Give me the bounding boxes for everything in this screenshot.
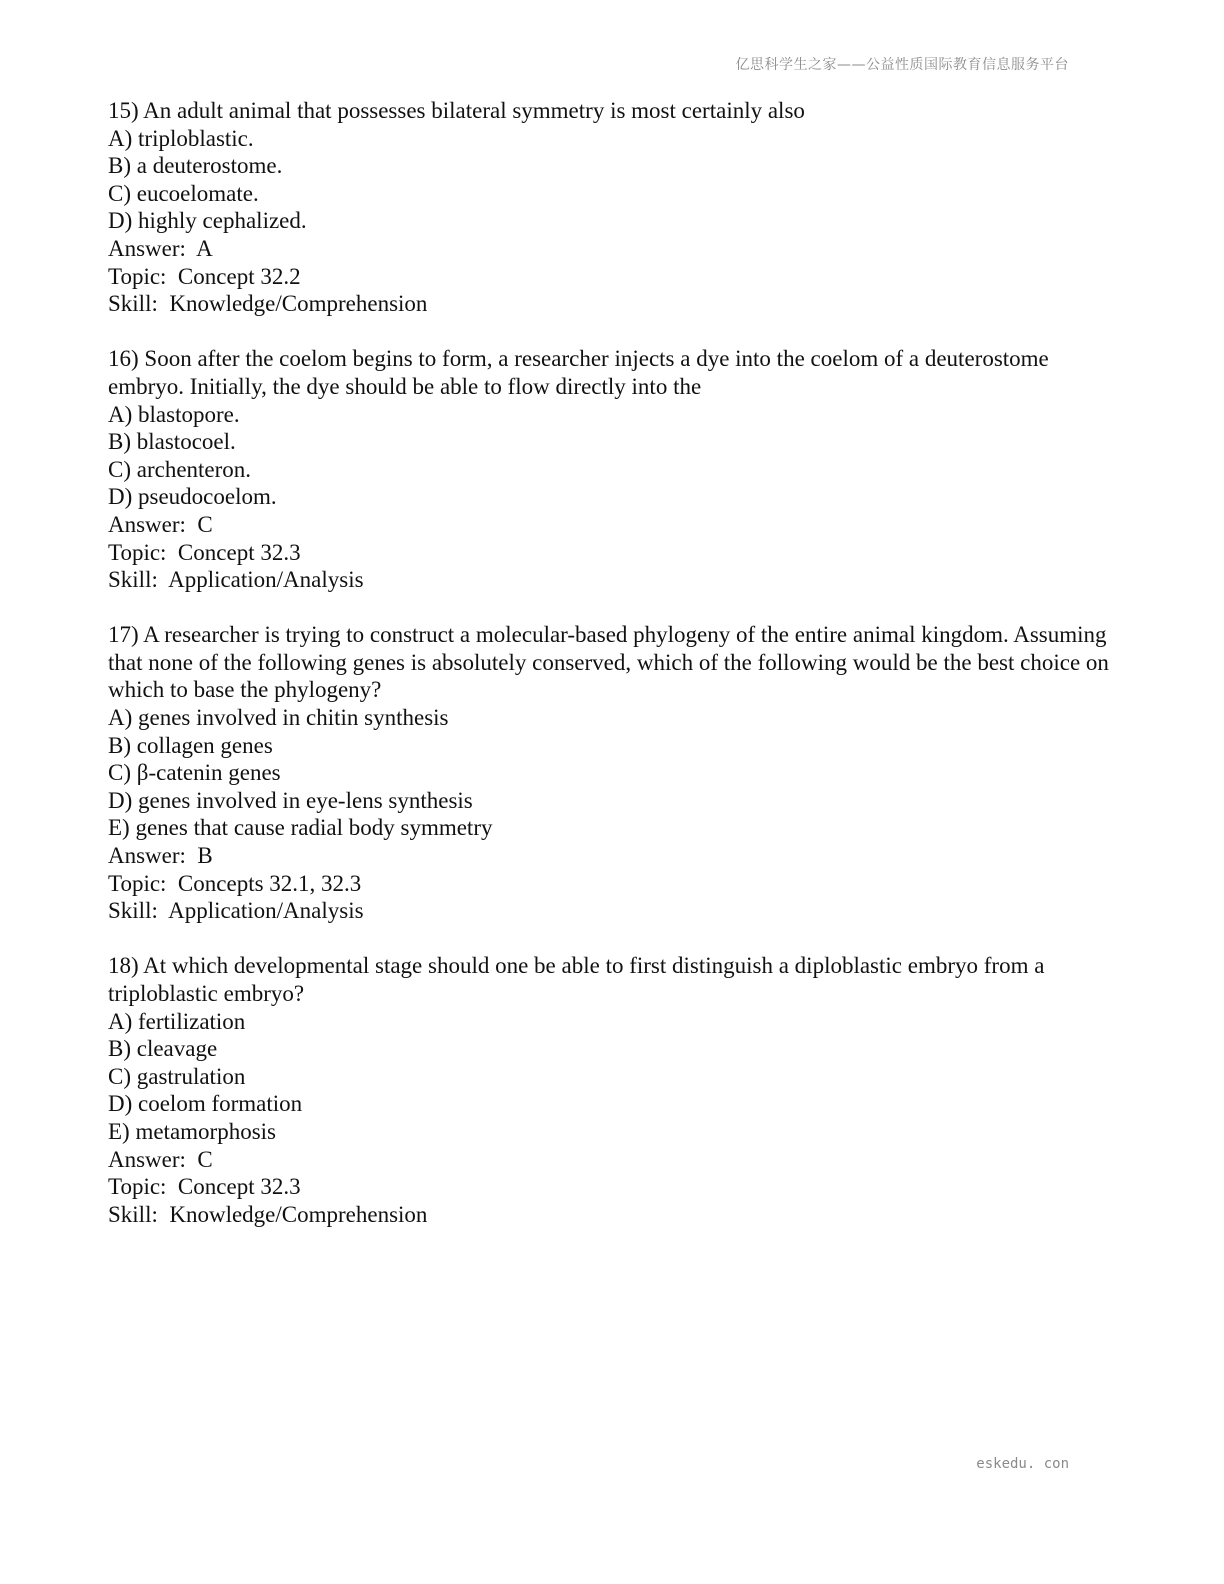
option-b: B) blastocoel. bbox=[108, 429, 236, 455]
topic-line: Topic: Concept 32.3 bbox=[108, 539, 301, 565]
option-c: C) β-catenin genes bbox=[108, 760, 281, 786]
site-header-note: 亿思科学生之家——公益性质国际教育信息服务平台 bbox=[735, 57, 1069, 73]
option-a: A) fertilization bbox=[108, 1008, 246, 1034]
option-c: C) gastrulation bbox=[108, 1063, 246, 1089]
topic-line: Topic: Concepts 32.1, 32.3 bbox=[108, 870, 362, 896]
question-15 bbox=[108, 97, 1118, 318]
skill-line: Skill: Knowledge/Comprehension bbox=[108, 291, 428, 317]
question-stem: 18) At which developmental stage should one be able to first distinguish a diploblastic embryo from a triploblastic embryo? bbox=[108, 953, 1051, 1006]
skill-line: Skill: Knowledge/Comprehension bbox=[108, 1201, 428, 1227]
option-a: A) blastopore. bbox=[108, 401, 240, 427]
question-list bbox=[108, 97, 1118, 1256]
option-d: D) highly cephalized. bbox=[108, 208, 307, 234]
option-d: D) pseudocoelom. bbox=[108, 484, 277, 510]
answer-line: Answer: C bbox=[108, 511, 213, 537]
question-17 bbox=[108, 621, 1118, 925]
option-b: B) collagen genes bbox=[108, 732, 273, 758]
option-c: C) eucoelomate. bbox=[108, 180, 259, 206]
skill-line: Skill: Application/Analysis bbox=[108, 567, 364, 593]
option-d: D) coelom formation bbox=[108, 1091, 303, 1117]
question-18 bbox=[108, 952, 1118, 1228]
option-e: E) metamorphosis bbox=[108, 1118, 276, 1144]
question-stem: 15) An adult animal that possesses bilateral symmetry is most certainly also bbox=[108, 98, 805, 123]
question-16 bbox=[108, 345, 1118, 593]
site-footer-url: eskedu. con bbox=[976, 1456, 1069, 1472]
answer-line: Answer: A bbox=[108, 235, 213, 261]
option-e: E) genes that cause radial body symmetry bbox=[108, 815, 493, 841]
skill-line: Skill: Application/Analysis bbox=[108, 898, 364, 924]
option-b: B) a deuterostome. bbox=[108, 153, 283, 179]
option-d: D) genes involved in eye-lens synthesis bbox=[108, 787, 473, 813]
question-stem: 16) Soon after the coelom begins to form, a researcher injects a dye into the coelom of a deuterostome embryo. Initially, the dye should be able to flow directly into the bbox=[108, 346, 1055, 399]
answer-line: Answer: B bbox=[108, 843, 213, 869]
question-stem: 17) A researcher is trying to construct a molecular-based phylogeny of the entire animal kingdom. Assuming that none of the following genes is absolutely conserved, which of the following would be the best choice on which to base the phylogeny? bbox=[108, 622, 1115, 703]
topic-line: Topic: Concept 32.3 bbox=[108, 1174, 301, 1200]
option-c: C) archenteron. bbox=[108, 456, 252, 482]
topic-line: Topic: Concept 32.2 bbox=[108, 263, 301, 289]
option-b: B) cleavage bbox=[108, 1036, 218, 1062]
option-a: A) genes involved in chitin synthesis bbox=[108, 705, 449, 731]
answer-line: Answer: C bbox=[108, 1146, 213, 1172]
option-a: A) triploblastic. bbox=[108, 125, 254, 151]
